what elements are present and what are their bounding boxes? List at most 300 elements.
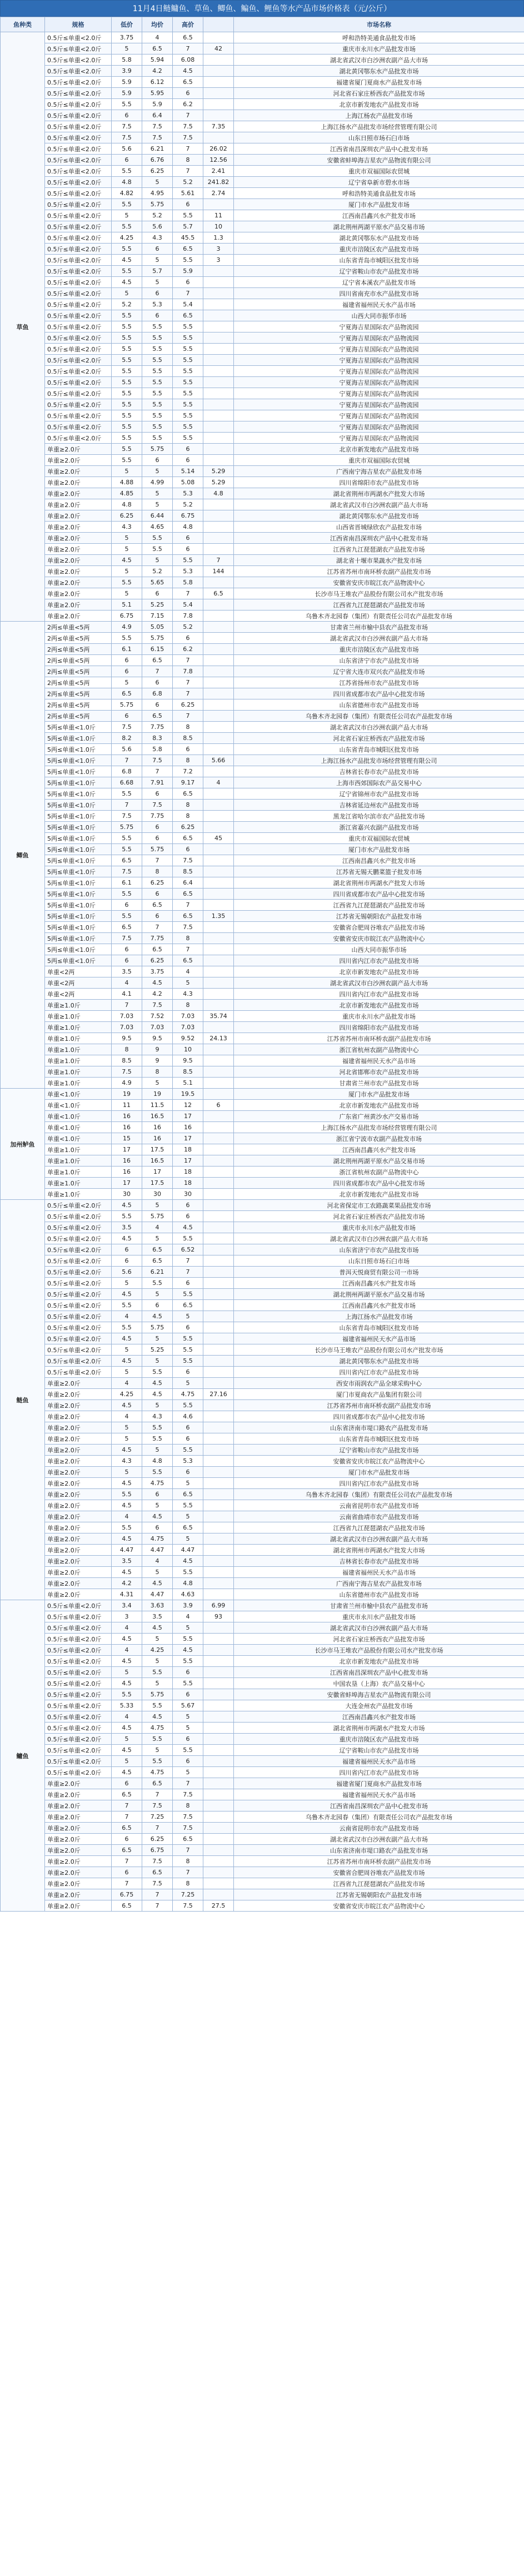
spec-cell: 5两≤单重<1.0斤	[45, 955, 112, 966]
market-cell: 重庆市永川水产品批发市场	[234, 43, 524, 54]
avg-price-cell: 4	[142, 32, 173, 43]
high-price-cell: 5	[173, 1511, 203, 1522]
avg-price-cell: 5.5	[142, 321, 173, 332]
spec-cell: 0.5斤≤单重<2.0斤	[45, 1278, 112, 1289]
volume-cell	[203, 1878, 234, 1889]
table-row	[1, 1600, 524, 1611]
high-price-cell: 7	[173, 677, 203, 688]
low-price-cell: 3.5	[112, 1222, 142, 1233]
table-row	[1, 188, 524, 199]
low-price-cell: 7.5	[112, 811, 142, 822]
avg-price-cell: 6	[142, 911, 173, 922]
volume-cell: 11	[203, 210, 234, 221]
avg-price-cell: 7.15	[142, 611, 173, 622]
volume-cell: 42	[203, 43, 234, 54]
spec-cell: 5两≤单重<1.0斤	[45, 889, 112, 900]
volume-cell	[203, 1211, 234, 1222]
market-cell: 四川省内江市农产品批发市场	[234, 1367, 524, 1378]
low-price-cell: 5	[112, 1422, 142, 1433]
high-price-cell: 8.5	[173, 733, 203, 744]
high-price-cell: 5	[173, 977, 203, 989]
volume-cell	[203, 1411, 234, 1422]
table-row	[1, 155, 524, 166]
table-row	[1, 344, 524, 355]
avg-price-cell: 4.99	[142, 477, 173, 488]
table-row	[1, 1222, 524, 1233]
low-price-cell: 4.5	[112, 1533, 142, 1545]
spec-cell: 0.5斤≤单重<2.0斤	[45, 277, 112, 288]
market-cell: 山东日照市场石臼市场	[234, 132, 524, 143]
low-price-cell: 4.5	[112, 1478, 142, 1489]
market-cell: 四川省成都市农产品中心批发市场	[234, 889, 524, 900]
avg-price-cell: 11.5	[142, 1100, 173, 1111]
table-row	[1, 966, 524, 977]
low-price-cell: 5.5	[112, 166, 142, 177]
avg-price-cell: 5	[142, 1400, 173, 1411]
spec-cell: 5两≤单重<1.0斤	[45, 722, 112, 733]
spec-cell: 单重≥2.0斤	[45, 1567, 112, 1578]
volume-cell: 6.99	[203, 1600, 234, 1611]
spec-cell: 5两≤单重<1.0斤	[45, 788, 112, 800]
market-cell: 四川省内江市农产品批发市场	[234, 1478, 524, 1489]
avg-price-cell: 4.95	[142, 188, 173, 199]
high-price-cell: 16	[173, 1122, 203, 1133]
low-price-cell: 4	[112, 977, 142, 989]
spec-cell: 单重≥1.0斤	[45, 1178, 112, 1189]
table-row	[1, 822, 524, 833]
low-price-cell: 5.5	[112, 388, 142, 399]
spec-cell: 单重≥2.0斤	[45, 1389, 112, 1400]
market-cell: 云南省曲靖市农产品批发市场	[234, 1511, 524, 1522]
volume-cell	[203, 1022, 234, 1033]
low-price-cell: 5.5	[112, 444, 142, 455]
header-row	[1, 17, 524, 32]
low-price-cell: 7.5	[112, 933, 142, 944]
high-price-cell: 6	[173, 444, 203, 455]
table-row	[1, 421, 524, 433]
spec-cell: 单重≥2.0斤	[45, 1800, 112, 1811]
table-row	[1, 611, 524, 622]
high-price-cell: 5.3	[173, 1456, 203, 1467]
market-cell: 湖北省武汉市白沙洲农副产品大市场	[234, 1233, 524, 1244]
low-price-cell: 5.75	[112, 699, 142, 711]
market-cell: 长沙市马王堆农产品股份有限公司水产批发市场	[234, 1645, 524, 1656]
spec-cell: 0.5斤≤单重<2.0斤	[45, 155, 112, 166]
market-cell: 重庆市双福国际农贸城	[234, 166, 524, 177]
high-price-cell: 5	[173, 1533, 203, 1545]
table-row	[1, 1823, 524, 1834]
spec-cell: 0.5斤≤单重<2.0斤	[45, 210, 112, 221]
market-cell: 山西大同市振华市场	[234, 944, 524, 955]
low-price-cell: 4.25	[112, 1389, 142, 1400]
market-cell: 福建省厦门夏商水产品批发市场	[234, 1778, 524, 1789]
high-price-cell: 5.7	[173, 221, 203, 232]
low-price-cell: 3.4	[112, 1600, 142, 1611]
spec-cell: 0.5斤≤单重<2.0斤	[45, 199, 112, 210]
avg-price-cell: 17.5	[142, 1144, 173, 1155]
avg-price-cell: 5.7	[142, 266, 173, 277]
volume-cell	[203, 1789, 234, 1800]
high-price-cell: 8	[173, 1800, 203, 1811]
table-row	[1, 1845, 524, 1856]
spec-cell: 0.5斤≤单重<2.0斤	[45, 66, 112, 77]
low-price-cell: 4	[112, 1378, 142, 1389]
high-price-cell: 9.52	[173, 1033, 203, 1044]
low-price-cell: 5.5	[112, 221, 142, 232]
volume-cell	[203, 1767, 234, 1778]
spec-cell: 0.5斤≤单重<2.0斤	[45, 410, 112, 421]
avg-price-cell: 7.5	[142, 800, 173, 811]
high-price-cell: 7.5	[173, 1811, 203, 1823]
table-row	[1, 1445, 524, 1456]
spec-cell: 单重≥2.0斤	[45, 1789, 112, 1800]
avg-price-cell: 3.63	[142, 1600, 173, 1611]
spec-cell: 单重≥2.0斤	[45, 455, 112, 466]
volume-cell	[203, 1278, 234, 1289]
market-cell: 云南省昆明市农产品批发市场	[234, 1500, 524, 1511]
high-price-cell: 4.47	[173, 1545, 203, 1556]
table-row	[1, 1878, 524, 1889]
volume-cell: 6.5	[203, 588, 234, 599]
high-price-cell: 5	[173, 1378, 203, 1389]
volume-cell	[203, 989, 234, 1000]
spec-cell: 单重≥2.0斤	[45, 611, 112, 622]
table-row	[1, 1834, 524, 1845]
avg-price-cell: 6	[142, 244, 173, 255]
market-cell: 呼和浩特美通食品批发市场	[234, 32, 524, 43]
table-row	[1, 1022, 524, 1033]
volume-cell: 241.82	[203, 177, 234, 188]
table-row	[1, 1044, 524, 1055]
table-row	[1, 855, 524, 866]
low-price-cell: 17	[112, 1178, 142, 1189]
high-price-cell: 5.5	[173, 1656, 203, 1667]
high-price-cell: 6	[173, 88, 203, 99]
table-row	[1, 1178, 524, 1189]
market-cell: 江西省九江琵琶湖农产品批发市场	[234, 544, 524, 555]
high-price-cell: 7	[173, 1778, 203, 1789]
table-row	[1, 1189, 524, 1200]
high-price-cell: 6.5	[173, 889, 203, 900]
low-price-cell: 19	[112, 1089, 142, 1100]
avg-price-cell: 4.5	[142, 1622, 173, 1634]
table-row	[1, 1422, 524, 1433]
volume-cell	[203, 1089, 234, 1100]
high-price-cell: 10	[173, 1044, 203, 1055]
volume-cell	[203, 655, 234, 666]
market-cell: 四川省内江市农产品批发市场	[234, 955, 524, 966]
low-price-cell: 4.8	[112, 499, 142, 510]
spec-cell: 2两≤单重<5两	[45, 711, 112, 722]
low-price-cell: 4.9	[112, 1078, 142, 1089]
table-row	[1, 510, 524, 522]
market-cell: 四川省成都市农产品中心批发市场	[234, 1178, 524, 1189]
avg-price-cell: 5.6	[142, 221, 173, 232]
table-header	[1, 17, 524, 32]
avg-price-cell: 6.8	[142, 688, 173, 699]
avg-price-cell: 5.5	[142, 355, 173, 366]
avg-price-cell: 6.21	[142, 143, 173, 155]
low-price-cell: 5	[112, 1367, 142, 1378]
high-price-cell: 5.5	[173, 321, 203, 332]
volume-cell	[203, 1667, 234, 1678]
spec-cell: 0.5斤≤单重<2.0斤	[45, 88, 112, 99]
low-price-cell: 5.5	[112, 1522, 142, 1533]
table-row	[1, 1545, 524, 1556]
spec-cell: 0.5斤≤单重<2.0斤	[45, 221, 112, 232]
market-cell: 吉林省延边州农产品批发市场	[234, 800, 524, 811]
low-price-cell: 16	[112, 1111, 142, 1122]
high-price-cell: 7	[173, 166, 203, 177]
volume-cell	[203, 399, 234, 410]
table-row	[1, 989, 524, 1000]
avg-price-cell: 5	[142, 1656, 173, 1667]
table-row	[1, 1066, 524, 1078]
avg-price-cell: 5	[142, 555, 173, 566]
market-cell: 甘肃省兰州市农产品批发市场	[234, 1078, 524, 1089]
table-row	[1, 1311, 524, 1322]
column-header-volume	[203, 17, 234, 32]
low-price-cell: 11	[112, 1100, 142, 1111]
table-row	[1, 1800, 524, 1811]
volume-cell	[203, 54, 234, 66]
high-price-cell: 17	[173, 1111, 203, 1122]
spec-cell: 单重≥2.0斤	[45, 1556, 112, 1567]
low-price-cell: 5	[112, 566, 142, 577]
avg-price-cell: 5	[142, 466, 173, 477]
spec-cell: 5两≤单重<1.0斤	[45, 900, 112, 911]
spec-cell: 单重≥1.0斤	[45, 1022, 112, 1033]
avg-price-cell: 9.5	[142, 1033, 173, 1044]
low-price-cell: 5	[112, 1433, 142, 1445]
table-row	[1, 1122, 524, 1133]
high-price-cell: 5.5	[173, 1233, 203, 1244]
high-price-cell: 19.5	[173, 1089, 203, 1100]
volume-cell: 5.66	[203, 755, 234, 766]
market-cell: 宁夏海吉星国际农产品物流园	[234, 332, 524, 344]
volume-cell: 93	[203, 1611, 234, 1622]
spec-cell: 单重≥1.0斤	[45, 1066, 112, 1078]
spec-cell: 单重≥2.0斤	[45, 1778, 112, 1789]
spec-cell: 0.5斤≤单重<2.0斤	[45, 310, 112, 321]
table-row	[1, 622, 524, 633]
avg-price-cell: 5.25	[142, 599, 173, 611]
avg-price-cell: 6	[142, 677, 173, 688]
market-cell: 山东省济南市堤口路农产品批发市场	[234, 1845, 524, 1856]
table-row	[1, 977, 524, 989]
low-price-cell: 5	[112, 588, 142, 599]
avg-price-cell: 5	[142, 1745, 173, 1756]
spec-cell: 0.5斤≤单重<2.0斤	[45, 388, 112, 399]
volume-cell: 10	[203, 221, 234, 232]
low-price-cell: 16	[112, 1155, 142, 1167]
volume-cell: 4	[203, 777, 234, 788]
volume-cell	[203, 933, 234, 944]
avg-price-cell: 5	[142, 1567, 173, 1578]
avg-price-cell: 8	[142, 1066, 173, 1078]
volume-cell: 12.56	[203, 155, 234, 166]
market-cell: 浙江省杭州农副产品物流中心	[234, 1044, 524, 1055]
table-row	[1, 655, 524, 666]
volume-cell	[203, 1055, 234, 1066]
market-cell: 湖北省武汉市白沙洲农副产品大市场	[234, 1622, 524, 1634]
spec-cell: 0.5斤≤单重<2.0斤	[45, 344, 112, 355]
market-cell: 江西南昌鑫兴水产批发市场	[234, 855, 524, 866]
volume-cell	[203, 1556, 234, 1567]
table-row	[1, 1689, 524, 1700]
avg-price-cell: 6.5	[142, 1867, 173, 1878]
high-price-cell: 18	[173, 1167, 203, 1178]
spec-cell: 0.5斤≤单重<2.0斤	[45, 232, 112, 244]
table-row	[1, 66, 524, 77]
high-price-cell: 7.2	[173, 766, 203, 777]
high-price-cell: 5.61	[173, 188, 203, 199]
high-price-cell: 6.5	[173, 833, 203, 844]
avg-price-cell: 6	[142, 588, 173, 599]
volume-cell	[203, 1178, 234, 1189]
table-row	[1, 1144, 524, 1155]
volume-cell	[203, 733, 234, 744]
market-cell: 江西省九江琵琶湖农产品批发市场	[234, 900, 524, 911]
avg-price-cell: 5	[142, 1289, 173, 1300]
high-price-cell: 6.4	[173, 877, 203, 889]
high-price-cell: 7	[173, 1255, 203, 1267]
high-price-cell: 18	[173, 1178, 203, 1189]
high-price-cell: 8	[173, 811, 203, 822]
spec-cell: 0.5斤≤单重<2.0斤	[45, 1222, 112, 1233]
high-price-cell: 6.5	[173, 911, 203, 922]
market-cell: 重庆市永川水产品批发市场	[234, 1222, 524, 1233]
table-row	[1, 1656, 524, 1667]
table-row	[1, 1622, 524, 1634]
market-cell: 江苏省苏州市南环桥农副产品批发市场	[234, 1033, 524, 1044]
avg-price-cell: 5.75	[142, 199, 173, 210]
spec-cell: 5两≤单重<1.0斤	[45, 822, 112, 833]
market-cell: 山东省德州市农产品批发市场	[234, 1589, 524, 1600]
low-price-cell: 5.5	[112, 421, 142, 433]
high-price-cell: 6	[173, 1667, 203, 1678]
spec-cell: 5两≤单重<1.0斤	[45, 777, 112, 788]
market-cell: 北京市新发地农产品批发市场	[234, 1189, 524, 1200]
market-cell: 辽宁省鞍山市农产品批发市场	[234, 266, 524, 277]
volume-cell	[203, 1222, 234, 1233]
market-cell: 浙江省宁波市农副产品批发市场	[234, 1133, 524, 1144]
market-cell: 重庆市涪陵区农产品批发市场	[234, 1734, 524, 1745]
table-row	[1, 777, 524, 788]
low-price-cell: 6.5	[112, 922, 142, 933]
volume-cell	[203, 332, 234, 344]
volume-cell	[203, 1400, 234, 1411]
market-cell: 北京市新发地农产品批发市场	[234, 966, 524, 977]
spec-cell: 5两≤单重<1.0斤	[45, 744, 112, 755]
market-cell: 江西省南昌深圳农产品中心批发市场	[234, 143, 524, 155]
market-cell: 厦门市水产品批发市场	[234, 1089, 524, 1100]
spec-cell: 单重≥2.0斤	[45, 599, 112, 611]
table-row	[1, 1522, 524, 1533]
market-cell: 江苏省无锡天鹏菜篮子批发市场	[234, 866, 524, 877]
volume-cell	[203, 1656, 234, 1667]
market-cell: 四川省绵阳市农产品批发市场	[234, 477, 524, 488]
market-cell: 山东省济南市堤口路农产品批发市场	[234, 1422, 524, 1433]
market-cell: 山东省青岛市城阳区批发市场	[234, 255, 524, 266]
avg-price-cell: 5.5	[142, 332, 173, 344]
spec-cell: 5两≤单重<1.0斤	[45, 944, 112, 955]
table-row	[1, 766, 524, 777]
low-price-cell: 6	[112, 711, 142, 722]
market-cell: 福建省福州民天水产品市场	[234, 1567, 524, 1578]
table-row	[1, 1344, 524, 1356]
volume-cell	[203, 1133, 234, 1144]
low-price-cell: 6	[112, 1244, 142, 1255]
market-cell: 湖北省武汉市白沙洲农副产品大市场	[234, 1834, 524, 1845]
volume-cell	[203, 900, 234, 911]
low-price-cell: 4	[112, 1622, 142, 1634]
volume-cell	[203, 510, 234, 522]
avg-price-cell: 5.5	[142, 421, 173, 433]
table-row	[1, 132, 524, 143]
volume-cell	[203, 1478, 234, 1489]
high-price-cell: 5.4	[173, 299, 203, 310]
spec-cell: 0.5斤≤单重<2.0斤	[45, 188, 112, 199]
market-cell: 上海江扬水产品批发市场经营管理有限公司	[234, 755, 524, 766]
high-price-cell: 6	[173, 744, 203, 755]
market-cell: 湖北省十堰市果蔬水产批发市场	[234, 555, 524, 566]
market-cell: 江西南昌鑫兴水产批发市场	[234, 1711, 524, 1723]
volume-cell	[203, 666, 234, 677]
low-price-cell: 6.5	[112, 1845, 142, 1856]
low-price-cell: 5	[112, 210, 142, 221]
volume-cell	[203, 844, 234, 855]
market-cell: 北京市新发地农产品批发市场	[234, 1656, 524, 1667]
spec-cell: 单重≥2.0斤	[45, 1533, 112, 1545]
low-price-cell: 3.75	[112, 32, 142, 43]
high-price-cell: 5.5	[173, 1678, 203, 1689]
high-price-cell: 7.8	[173, 611, 203, 622]
avg-price-cell: 8	[142, 866, 173, 877]
market-cell: 乌鲁木齐北园春（集团）有限责任公司农产品批发市场	[234, 711, 524, 722]
high-price-cell: 5.9	[173, 266, 203, 277]
spec-cell: 单重≥1.0斤	[45, 1011, 112, 1022]
low-price-cell: 5.6	[112, 143, 142, 155]
avg-price-cell: 7	[142, 1789, 173, 1800]
volume-cell	[203, 1044, 234, 1055]
avg-price-cell: 5	[142, 1233, 173, 1244]
high-price-cell: 5.5	[173, 355, 203, 366]
table-row	[1, 1155, 524, 1167]
high-price-cell: 7.5	[173, 132, 203, 143]
market-cell: 长沙市马王堆农产品股份有限公司水产批发市场	[234, 1344, 524, 1356]
low-price-cell: 4.5	[112, 1333, 142, 1344]
market-cell: 湖北省武汉市白沙洲农副产品大市场	[234, 633, 524, 644]
table-row	[1, 1778, 524, 1789]
table-row	[1, 1789, 524, 1800]
volume-cell: 35.74	[203, 1011, 234, 1022]
spec-cell: 单重≥1.0斤	[45, 1000, 112, 1011]
low-price-cell: 4.5	[112, 255, 142, 266]
volume-cell: 5.29	[203, 477, 234, 488]
low-price-cell: 7.5	[112, 121, 142, 132]
avg-price-cell: 7.75	[142, 811, 173, 822]
market-cell: 上海江杨农产品批发市场	[234, 110, 524, 121]
spec-cell: 单重<2两	[45, 966, 112, 977]
volume-cell	[203, 1111, 234, 1122]
low-price-cell: 3.9	[112, 66, 142, 77]
avg-price-cell: 5.75	[142, 633, 173, 644]
high-price-cell: 5	[173, 1711, 203, 1723]
volume-cell	[203, 1300, 234, 1311]
table-row	[1, 1000, 524, 1011]
table-row	[1, 1255, 524, 1267]
